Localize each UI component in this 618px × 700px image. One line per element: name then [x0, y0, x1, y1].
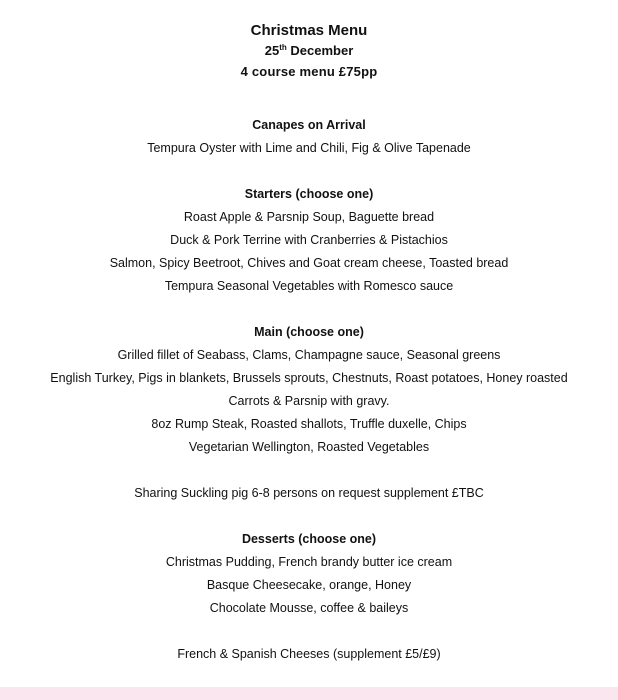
- canapes-heading: Canapes on Arrival: [252, 118, 366, 132]
- course-price: 4 course menu £75pp: [240, 64, 378, 79]
- starter-item: Salmon, Spicy Beetroot, Chives and Goat cream cheese, Toasted bread: [109, 256, 509, 270]
- main-item: Vegetarian Wellington, Roasted Vegetables: [188, 440, 430, 454]
- main-item: Grilled fillet of Seabass, Clams, Champagne sauce, Seasonal greens: [117, 348, 501, 362]
- date-suffix: th: [279, 43, 287, 52]
- dessert-item: Christmas Pudding, French brandy butter ice cream: [165, 555, 453, 569]
- desserts-heading: Desserts (choose one): [241, 532, 377, 546]
- menu-title: Christmas Menu: [250, 22, 368, 39]
- starters-heading: Starters (choose one): [244, 187, 374, 201]
- main-item-continued: Carrots & Parsnip with gravy.: [228, 394, 390, 408]
- date-day: 25: [264, 43, 280, 58]
- footer-band: [0, 687, 618, 700]
- starter-item: Roast Apple & Parsnip Soup, Baguette bread: [183, 210, 435, 224]
- main-item: 8oz Rump Steak, Roasted shallots, Truffle duxelle, Chips: [151, 417, 467, 431]
- date-month: December: [290, 43, 354, 58]
- menu-date: [0, 44, 618, 57]
- starter-item: Duck & Pork Terrine with Cranberries & Pistachios: [170, 233, 448, 247]
- dessert-item: Basque Cheesecake, orange, Honey: [206, 578, 412, 592]
- main-item: English Turkey, Pigs in blankets, Brussels sprouts, Chestnuts, Roast potatoes, Honey roasted: [50, 371, 568, 385]
- starter-item: Tempura Seasonal Vegetables with Romesco sauce: [164, 279, 454, 293]
- sharing-option: Sharing Suckling pig 6-8 persons on request supplement £TBC: [134, 486, 484, 500]
- dessert-item: Chocolate Mousse, coffee & baileys: [209, 601, 409, 615]
- main-heading: Main (choose one): [254, 325, 364, 339]
- cheese-option: French & Spanish Cheeses (supplement £5/£9): [177, 647, 441, 661]
- canape-item: Tempura Oyster with Lime and Chili, Fig & Olive Tapenade: [147, 141, 471, 155]
